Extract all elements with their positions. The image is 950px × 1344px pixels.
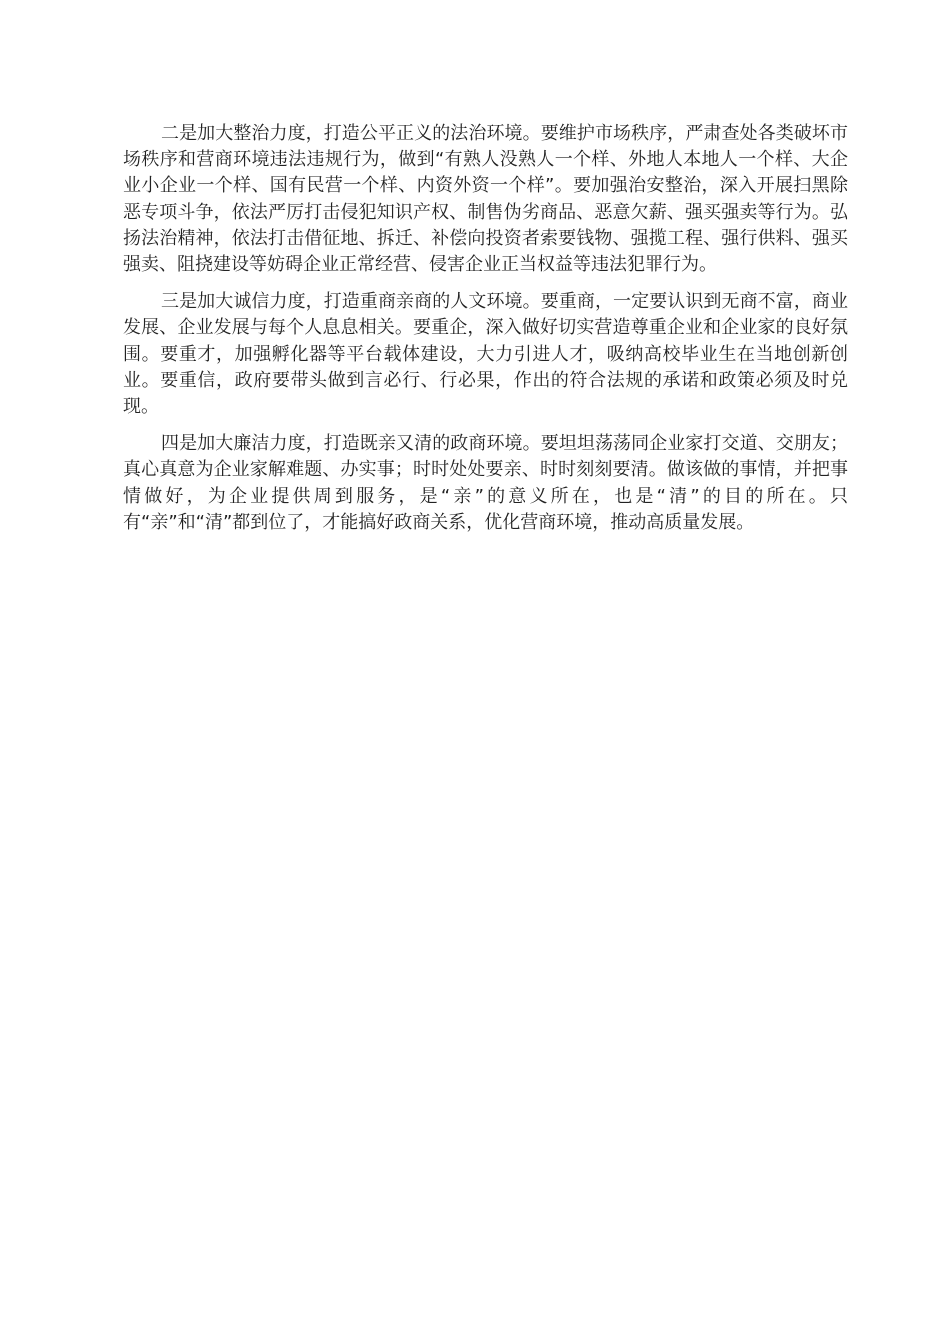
document-body <box>123 121 848 547</box>
paragraph-clean-government: 四是加大廉洁力度，打造既亲又清的政商环境。要坦坦荡荡同企业家打交道、交朋友；真心真意为企业家解难题、办实事；时时处处要亲、时时刻刻要清。做该做的事情，并把事情做好，为企业提供周到服务，是“亲”的意义所在，也是“清”的目的所在。只有“亲”和“清”都到位了，才能搞好政商关系，优化营商环境，推动高质量发展。 <box>123 433 848 533</box>
paragraph-integrity: 三是加大诚信力度，打造重商亲商的人文环境。要重商，一定要认识到无商不富，商业发展、企业发展与每个人息息相关。要重企，深入做好切实营造尊重企业和企业家的良好氛围。要重才，加强孵化器等平台载体建设，大力引进人才，吸纳高校毕业生在当地创新创业。要重信，政府要带头做到言必行、行必果，作出的符合法规的承诺和政策必须及时兑现。 <box>123 291 848 418</box>
paragraph-rule-of-law: 二是加大整治力度，打造公平正义的法治环境。要维护市场秩序，严肃查处各类破坏市场秩序和营商环境违法违规行为，做到“有熟人没熟人一个样、外地人本地人一个样、大企业小企业一个样、国有民营一个样、内资外资一个样”。要加强治安整治，深入开展扫黑除恶专项斗争，依法严厉打击侵犯知识产权、制售伪劣商品、恶意欠薪、强买强卖等行为。弘扬法治精神，依法打击借征地、拆迁、补偿向投资者索要钱物、强揽工程、强行供料、强买强卖、阻挠建设等妨碍企业正常经营、侵害企业正当权益等违法犯罪行为。 <box>123 123 848 276</box>
